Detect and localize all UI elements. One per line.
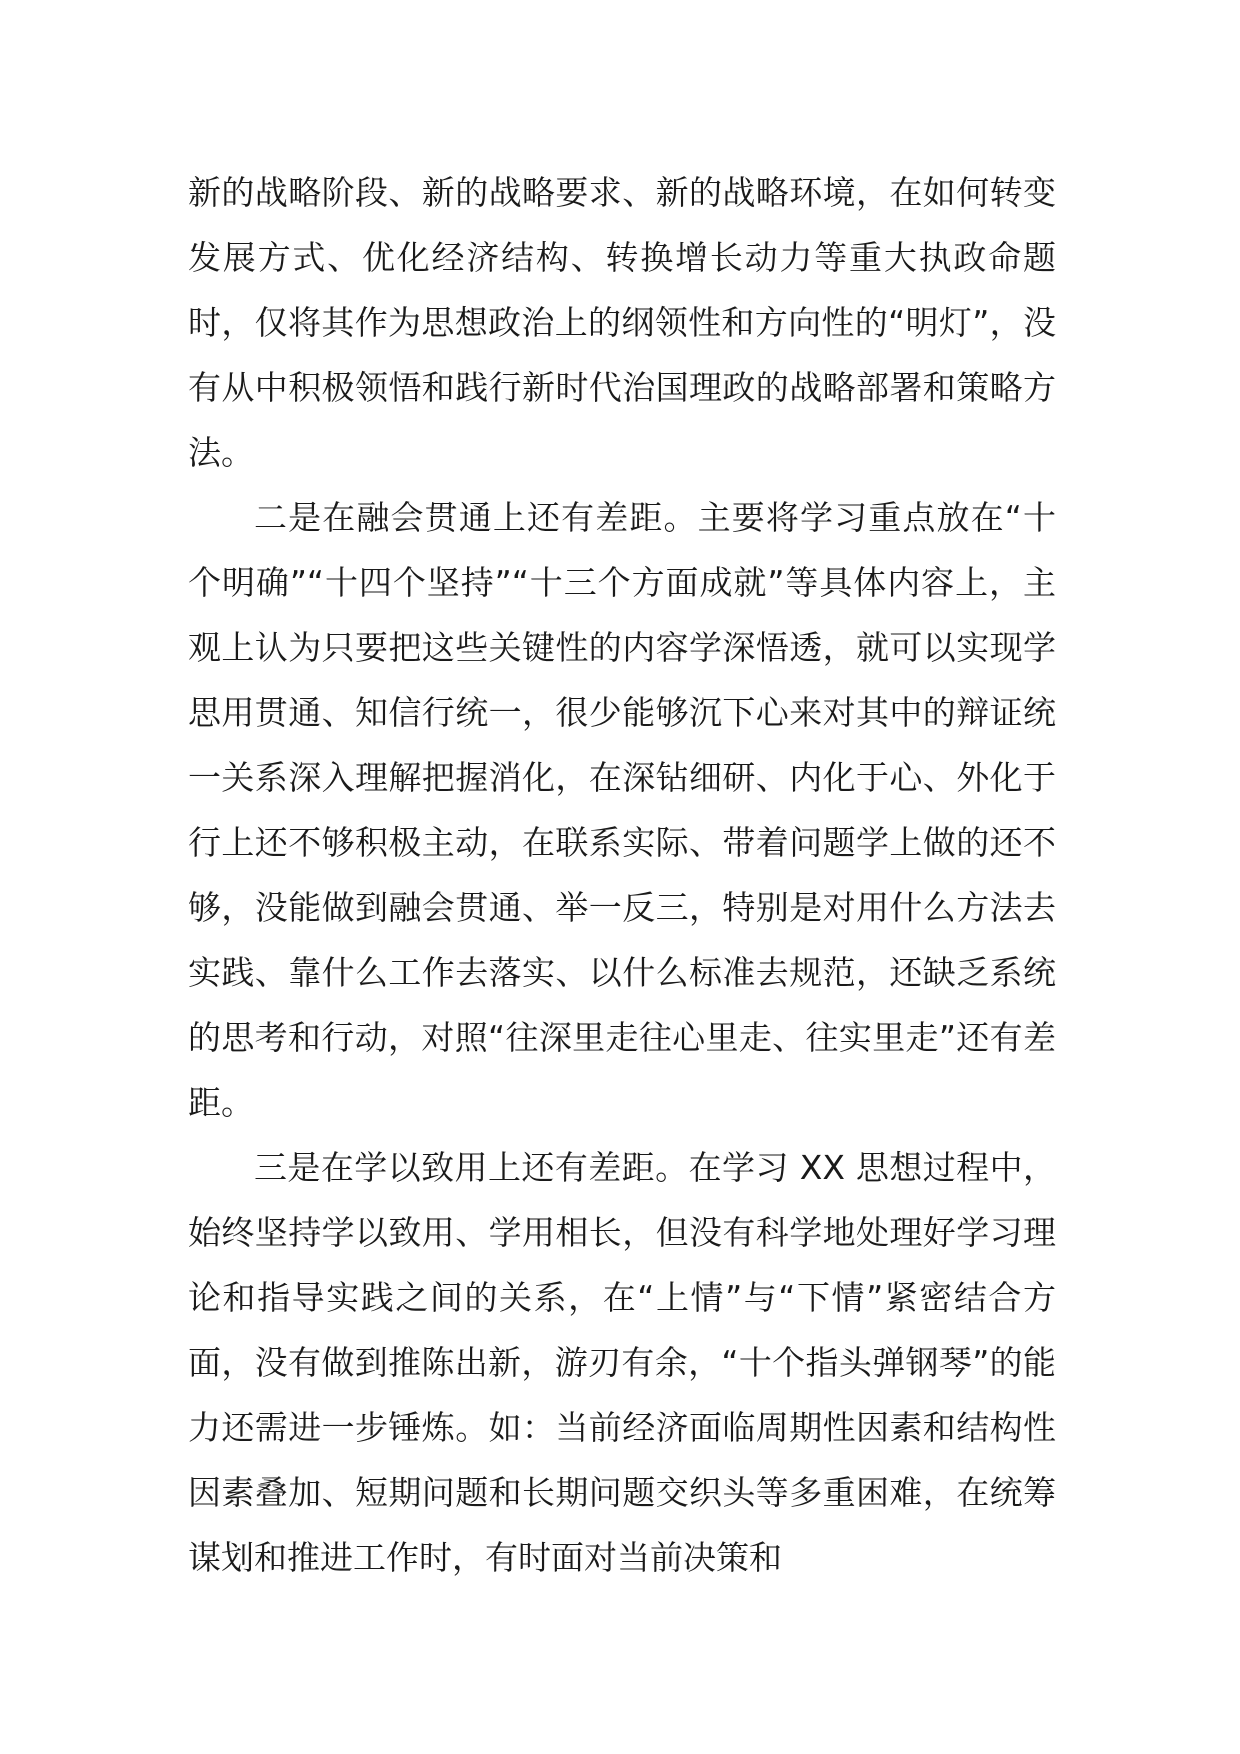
document-body	[188, 160, 1056, 1590]
paragraph-application-gap: 三是在学以致用上还有差距。在学习 XX 思想过程中，始终坚持学以致用、学用相长，但没有科学地处理好学习理论和指导实践之间的关系，在“上情”与“下情”紧密结合方面，没有做到推陈出新，游刃有余，“十个指头弹钢琴”的能力还需进一步锤炼。如：当前经济面临周期性因素和结构性因素叠加、短期问题和长期问题交织头等多重困难，在统筹谋划和推进工作时，有时面对当前决策和	[188, 1148, 1056, 1577]
paragraph-integration-gap: 二是在融会贯通上还有差距。主要将学习重点放在“十个明确”“十四个坚持”“十三个方面成就”等具体内容上，主观上认为只要把这些关键性的内容学深悟透，就可以实现学思用贯通、知信行统一，很少能够沉下心来对其中的辩证统一关系深入理解把握消化，在深钻细研、内化于心、外化于行上还不够积极主动，在联系实际、带着问题学上做的还不够，没能做到融会贯通、举一反三，特别是对用什么方法去实践、靠什么工作去落实、以什么标准去规范，还缺乏系统的思考和行动，对照“往深里走往心里走、往实里走”还有差距。	[188, 498, 1056, 1122]
paragraph-continued: 新的战略阶段、新的战略要求、新的战略环境，在如何转变发展方式、优化经济结构、转换增长动力等重大执政命题时，仅将其作为思想政治上的纲领性和方向性的“明灯”，没有从中积极领悟和践行新时代治国理政的战略部署和策略方法。	[188, 173, 1056, 472]
